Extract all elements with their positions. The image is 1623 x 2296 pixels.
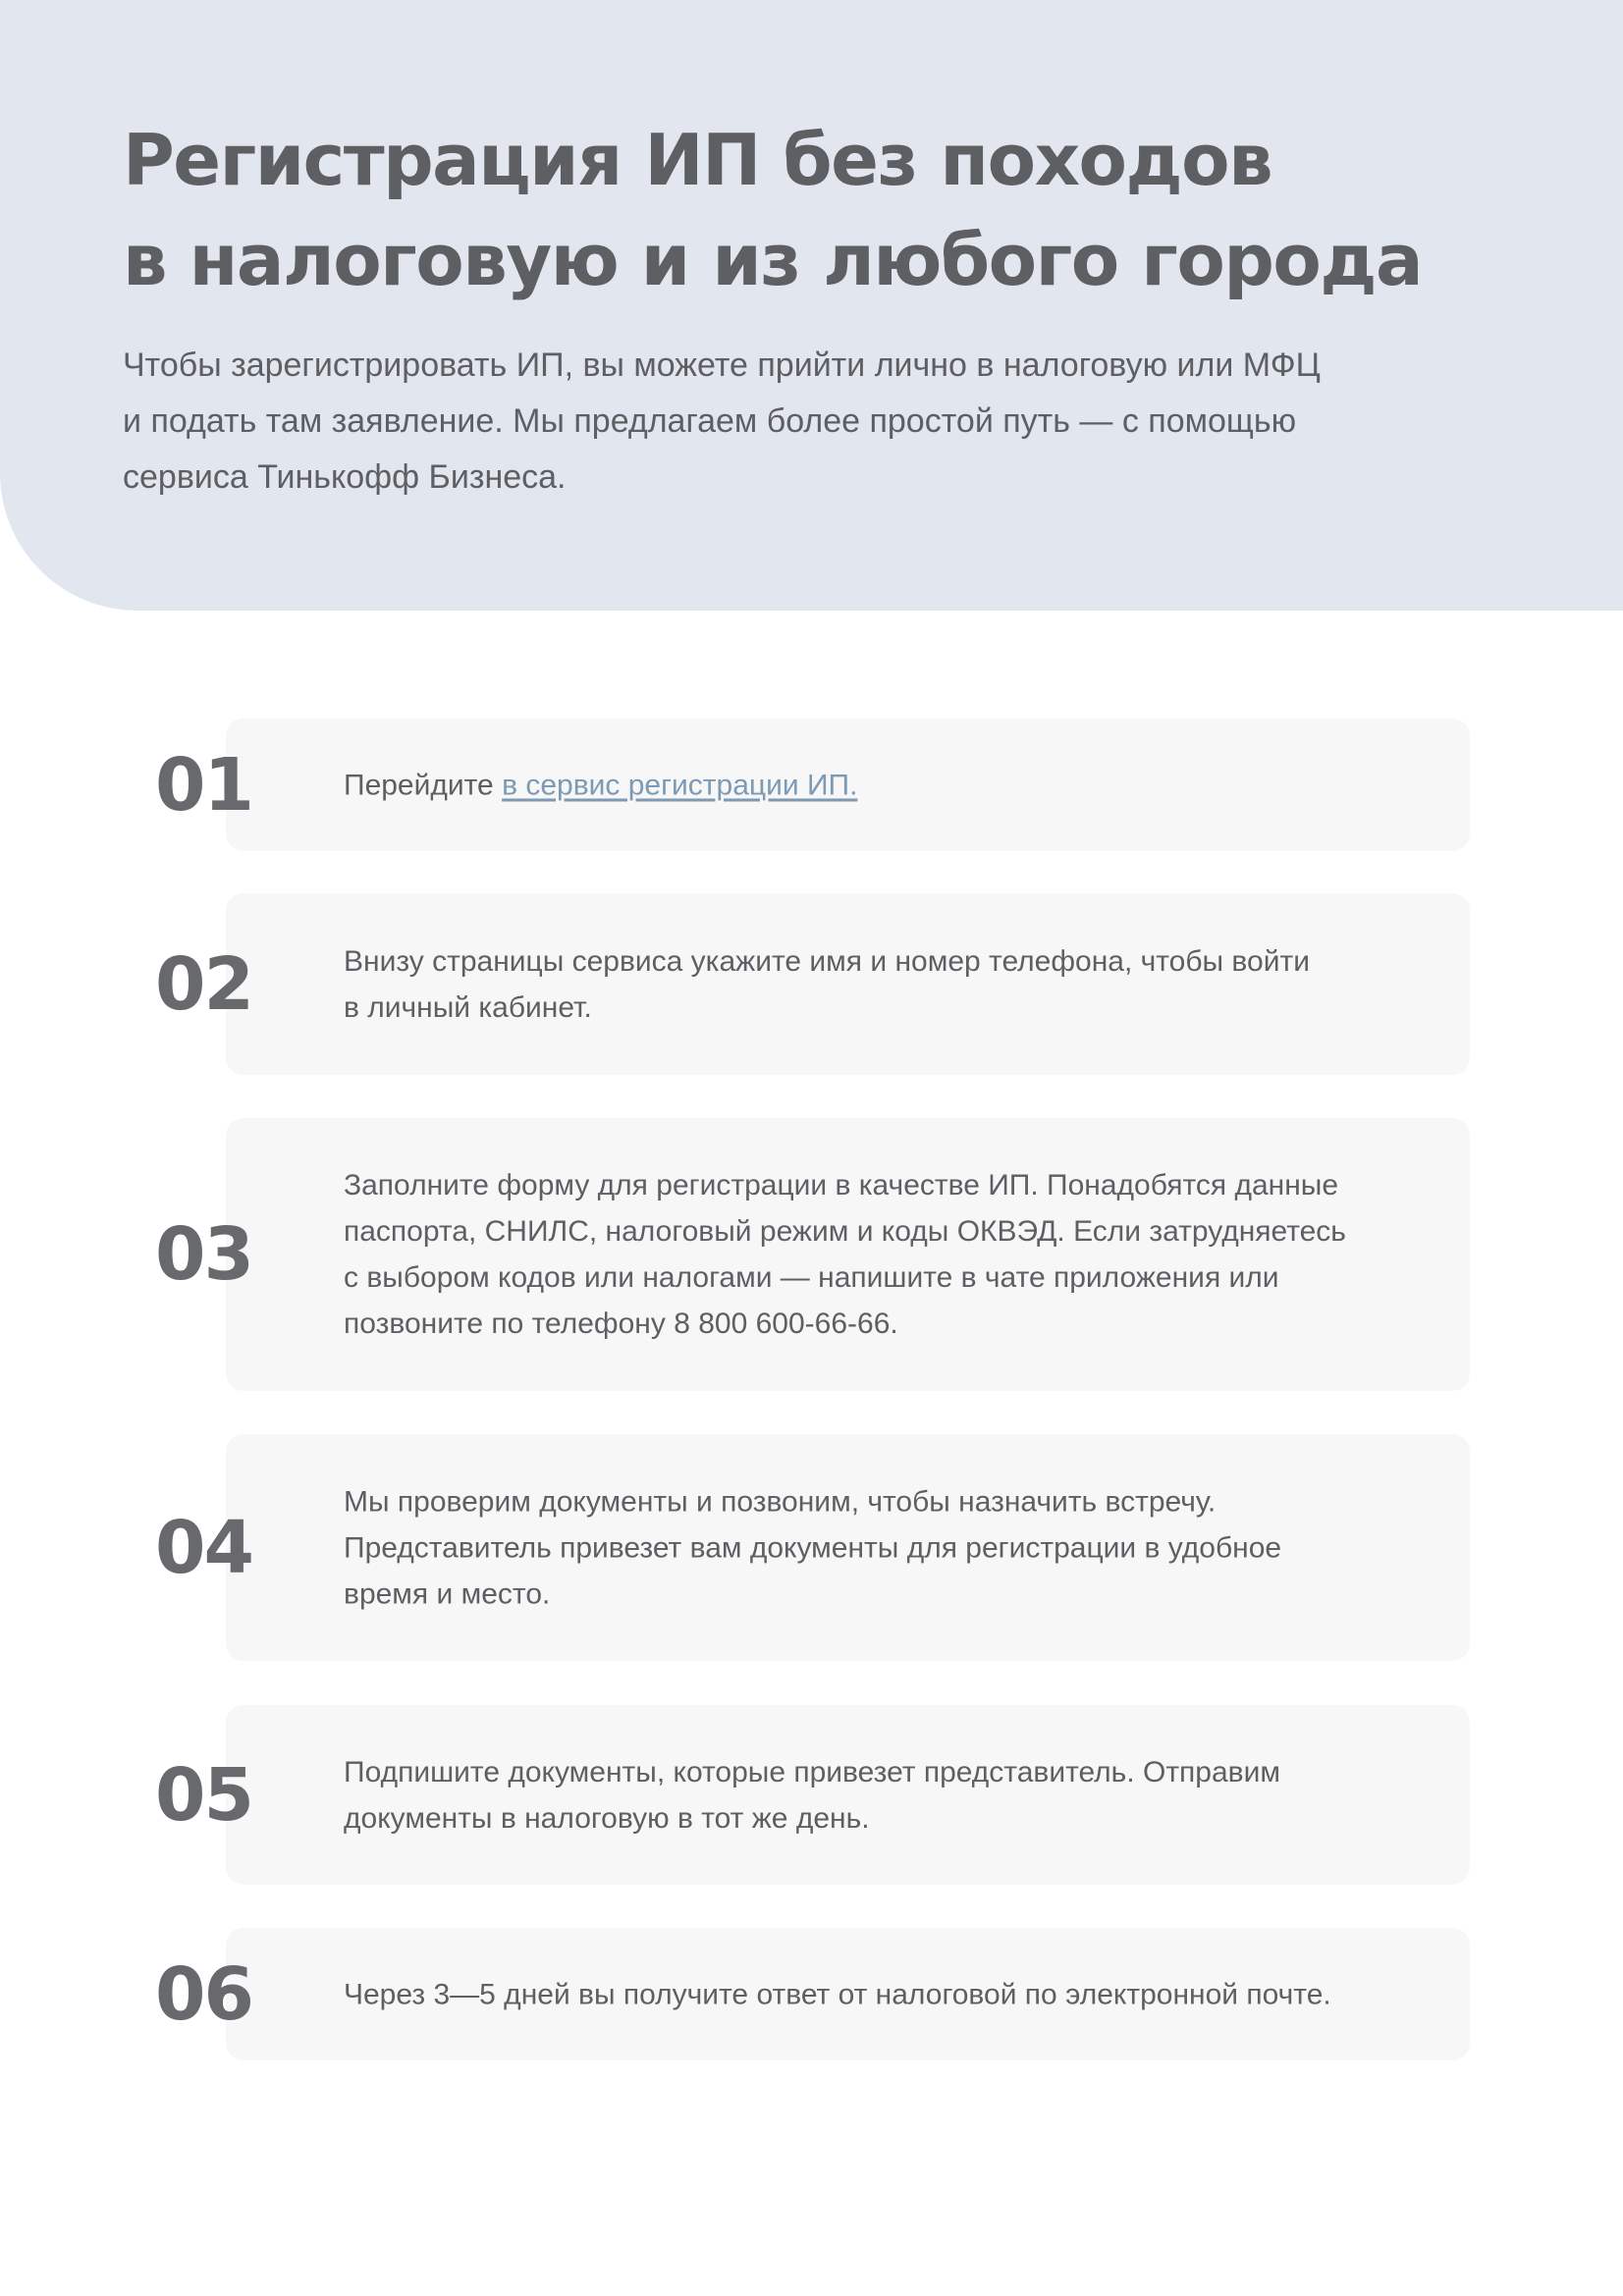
intro-line: Чтобы зарегистрировать ИП, вы можете прийти лично в налоговую или МФЦ (123, 347, 1321, 384)
step-text-line: Через 3—5 дней вы получите ответ от налоговой по электронной почте. (344, 1978, 1331, 2010)
step-text-line: Подпишите документы, которые привезет представитель. Отправим (344, 1755, 1280, 1789)
step-number: 05 (155, 1752, 252, 1838)
step-text-line: Заполните форму для регистрации в качестве ИП. Понадобятся данные (344, 1169, 1339, 1201)
step-text (344, 938, 1424, 1031)
step-text-line: Мы проверим документы и позвоним, чтобы назначить встречу. (344, 1485, 1217, 1518)
step-number: 01 (155, 742, 252, 828)
intro-line: сервиса Тинькофф Бизнеса. (123, 458, 567, 496)
step-number: 04 (155, 1505, 252, 1590)
step-number: 06 (155, 1951, 252, 2037)
intro-line: и подать там заявление. Мы предлагаем более простой путь — с помощью (123, 402, 1297, 440)
step-text (344, 1162, 1424, 1347)
hero-banner (0, 0, 1623, 611)
page-title-line: в налоговую и из любого города (123, 219, 1423, 301)
step-number: 03 (155, 1212, 252, 1297)
step-card-05 (155, 1705, 1470, 1885)
step-text-line: паспорта, СНИЛС, налоговый режим и коды ОКВЭД. Если затрудняетесь (344, 1215, 1346, 1248)
step-text (344, 1749, 1424, 1842)
step-text-line: позвоните по телефону 8 800 600-66-66. (344, 1308, 898, 1340)
intro-paragraph (123, 338, 1399, 506)
step-text-line: Внизу страницы сервиса укажите имя и номер телефона, чтобы войти (344, 944, 1310, 978)
step-text-prefix: Перейдите (344, 769, 503, 801)
step-card-02 (155, 893, 1470, 1075)
step-text-line: Представитель привезет вам документы для регистрации в удобное (344, 1531, 1282, 1564)
step-card-01 (155, 719, 1470, 851)
step-card-06 (155, 1928, 1470, 2060)
step-card-03 (155, 1118, 1470, 1391)
step-text-line: время и место. (344, 1577, 551, 1610)
step-text-line: с выбором кодов или налогами — напишите в чате приложения или (344, 1261, 1279, 1294)
page-title-line: Регистрация ИП без походов (123, 119, 1272, 201)
step-text (344, 1478, 1424, 1617)
step-text-line: документы в налоговую в тот же день. (344, 1801, 870, 1835)
step-text (344, 1971, 1424, 2017)
registration-service-link[interactable]: в сервис регистрации ИП. (502, 769, 858, 801)
page-title (123, 110, 1546, 310)
step-card-04 (155, 1434, 1470, 1661)
step-text (344, 762, 1424, 808)
step-number: 02 (155, 941, 252, 1027)
step-text-line: в личный кабинет. (344, 990, 592, 1024)
